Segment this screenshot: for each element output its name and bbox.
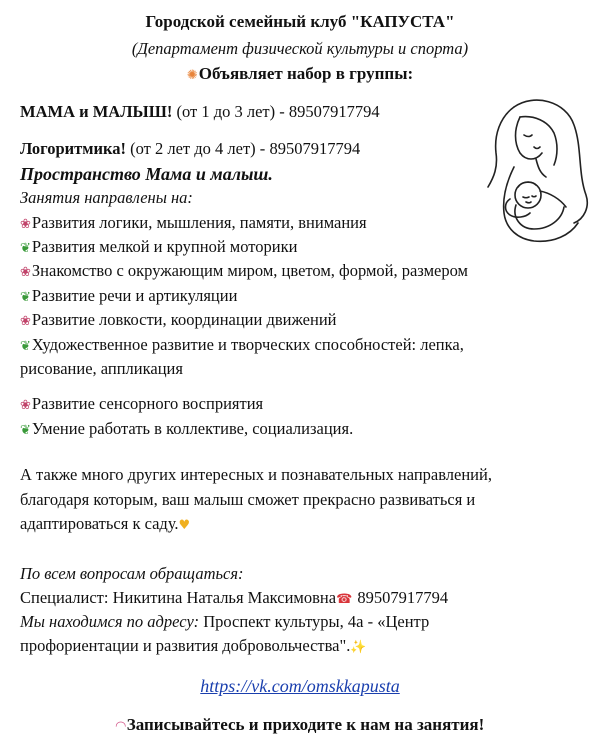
sprout-icon: ❦	[20, 339, 31, 354]
group-age: (от 1 до 3 лет) -	[172, 102, 289, 121]
paragraph-line: благодаря которым, ваш малыш сможет прекрасно развиваться и	[20, 490, 476, 509]
address-line: Мы находимся по адресу: Проспект культуры, 4а - «Центр	[20, 612, 430, 631]
group-name: МАМА и МАЛЫШ!	[20, 102, 173, 121]
rose-icon: ❀	[20, 265, 31, 280]
group-logoritmika	[20, 139, 360, 159]
paragraph-line: адаптироваться к саду.♥	[20, 514, 191, 533]
group-phone: 89507917794	[269, 139, 361, 158]
announcement	[0, 64, 600, 84]
space-heading: Пространство Мама и малыш.	[20, 164, 273, 184]
rainbow-icon: ◠	[115, 719, 126, 734]
specialist-phone: 89507917794	[353, 588, 449, 607]
group-mama-malysh	[20, 102, 380, 122]
footer-call: ◠Записывайтесь и приходите к нам на занятия!	[115, 715, 485, 734]
directions-intro: Занятия направлены на:	[20, 188, 193, 207]
direction-item-continuation: рисование, аппликация	[20, 359, 183, 378]
sprout-icon: ❦	[20, 423, 31, 438]
direction-item: ❀Развития логики, мышления, памяти, внимания	[20, 213, 367, 232]
direction-item: ❀Развитие сенсорного восприятия	[20, 394, 264, 413]
direction-item: ❦Умение работать в коллективе, социализация.	[20, 419, 354, 438]
specialist-line: Специалист: Никитина Наталья Максимовна☎ 89507917794	[20, 588, 449, 607]
telephone-icon: ☎	[336, 592, 353, 607]
yellow-heart-icon: ♥	[178, 518, 191, 533]
department-subtitle: (Департамент физической культуры и спорта)	[131, 39, 469, 58]
direction-item: ❦Развитие речи и артикуляции	[20, 286, 238, 305]
vk-link-row	[0, 676, 600, 697]
group-name: Логоритмика!	[20, 139, 127, 158]
direction-item: ❦Развития мелкой и крупной моторики	[20, 237, 298, 256]
direction-item: ❦Художественное развитие и творческих способностей: лепка,	[20, 335, 464, 354]
rose-icon: ❀	[20, 314, 31, 329]
sparkles-icon: ✨	[350, 640, 367, 655]
direction-item: ❀Знакомство с окружающим миром, цветом, формой, размером	[20, 261, 468, 280]
vk-link[interactable]: https://vk.com/omskkapusta	[200, 676, 400, 696]
rose-icon: ❀	[20, 398, 31, 413]
club-title: Городской семейный клуб "КАПУСТА"	[145, 12, 455, 31]
announcement-text: Объявляет набор в группы:	[198, 64, 414, 83]
mother-baby-illustration	[474, 95, 592, 245]
group-age: (от 2 лет до 4 лет) -	[126, 139, 270, 158]
sprout-icon: ❦	[20, 290, 31, 305]
sun-flower-icon: ✺	[186, 68, 198, 83]
group-phone: 89507917794	[288, 102, 380, 121]
address-line: профориентации и развития добровольчества".✨	[20, 636, 367, 655]
direction-item: ❀Развитие ловкости, координации движений	[20, 310, 337, 329]
contacts-intro: По всем вопросам обращаться:	[20, 564, 244, 583]
rose-icon: ❀	[20, 217, 31, 232]
sprout-icon: ❦	[20, 241, 31, 256]
paragraph-line: А также много других интересных и познавательных направлений,	[20, 465, 492, 484]
